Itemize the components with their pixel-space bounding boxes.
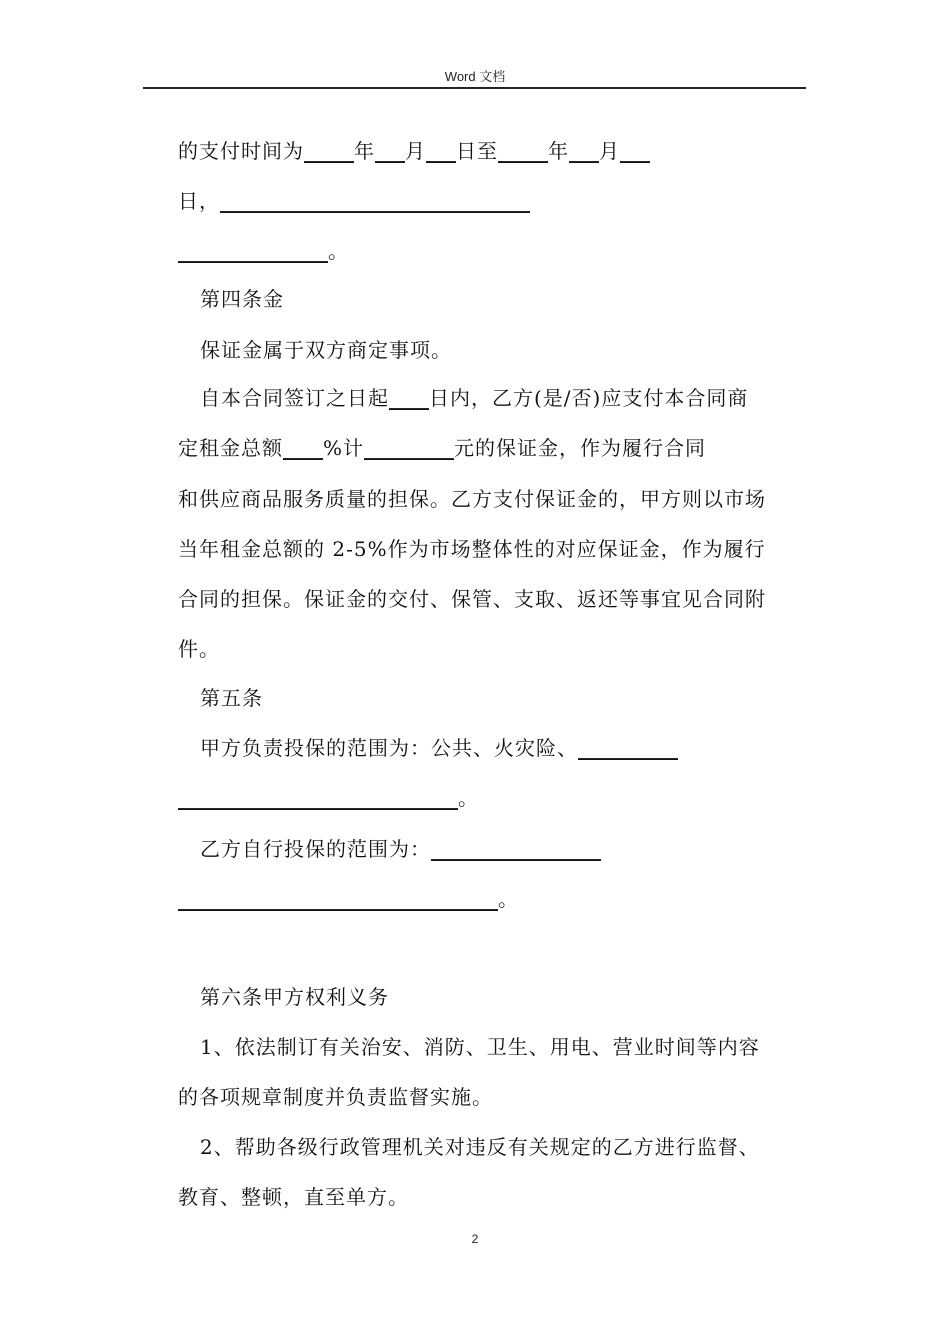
- paragraph-line: 件。: [178, 637, 220, 661]
- blank-underline: _____: [498, 139, 548, 163]
- page-header-title: Word 文档: [444, 69, 506, 84]
- paragraph-line: 1、依法制订有关治安、消防、卫生、用电、营业时间等内容: [200, 1035, 760, 1059]
- blank-underline: _______________: [178, 239, 328, 263]
- paragraph-line: 保证金属于双方商定事项。: [200, 338, 452, 362]
- blank-underline: _________________: [431, 837, 601, 861]
- text-run: 月: [405, 139, 426, 163]
- paragraph-line: 当年租金总额的 2-5%作为市场整体性的对应保证金，作为履行: [178, 537, 766, 561]
- blank-underline: ____: [389, 386, 429, 410]
- text-run: 日，: [178, 189, 220, 213]
- text-run: 的支付时间为: [178, 139, 304, 163]
- text-line: [178, 435, 706, 461]
- paragraph-line: 2、帮助各级行政管理机关对违反有关规定的乙方进行监督、: [200, 1135, 760, 1159]
- paragraph-line: 教育、整顿，直至单方。: [178, 1185, 409, 1209]
- paragraph-line: 的各项规章制度并负责监督实施。: [178, 1085, 493, 1109]
- blank-underline: ___: [426, 139, 456, 163]
- article-5-heading: 第五条: [200, 686, 263, 710]
- text-run: 日至: [456, 139, 498, 163]
- blank-underline: _______________________________: [220, 189, 530, 213]
- text-run: %计: [323, 436, 365, 460]
- text-run: 年: [354, 139, 375, 163]
- blank-underline: ____________________________: [178, 786, 458, 810]
- blank-underline: ___: [620, 139, 650, 163]
- blank-underline: _________: [364, 436, 455, 460]
- article-6-heading: 第六条甲方权利义务: [200, 985, 389, 1009]
- text-run: 。: [458, 786, 479, 810]
- blank-underline: ____: [283, 436, 323, 460]
- text-run: 定租金总额: [178, 436, 283, 460]
- text-line: [178, 188, 530, 214]
- text-line: [200, 735, 678, 761]
- text-line: [178, 886, 519, 912]
- text-line: [178, 238, 349, 264]
- blank-underline: __________: [578, 736, 678, 760]
- article-4-heading: 第四条金: [200, 287, 284, 311]
- text-line: [178, 785, 479, 811]
- text-run: 元的保证金，作为履行合同: [454, 436, 707, 460]
- text-line: [200, 836, 601, 862]
- text-line: [178, 138, 650, 164]
- text-run: 自本合同签订之日起: [200, 386, 389, 410]
- text-run: 乙方自行投保的范围为：: [200, 837, 431, 861]
- text-run: 。: [328, 239, 349, 263]
- blank-underline: ___: [375, 139, 405, 163]
- header-divider: [143, 87, 806, 89]
- blank-underline: ________________________________: [178, 887, 498, 911]
- paragraph-line: 合同的担保。保证金的交付、保管、支取、返还等事宜见合同附: [178, 587, 766, 611]
- text-run: 。: [498, 887, 519, 911]
- blank-underline: _____: [304, 139, 354, 163]
- text-run: 日内，乙方(是/否)应支付本合同商: [429, 386, 749, 410]
- text-line: [200, 385, 748, 411]
- text-run: 甲方负责投保的范围为：公共、火灾险、: [200, 736, 578, 760]
- page-number: 2: [471, 1232, 479, 1246]
- text-run: 月: [599, 139, 620, 163]
- text-run: 年: [548, 139, 569, 163]
- paragraph-line: 和供应商品服务质量的担保。乙方支付保证金的，甲方则以市场: [178, 487, 766, 511]
- blank-underline: ___: [569, 139, 599, 163]
